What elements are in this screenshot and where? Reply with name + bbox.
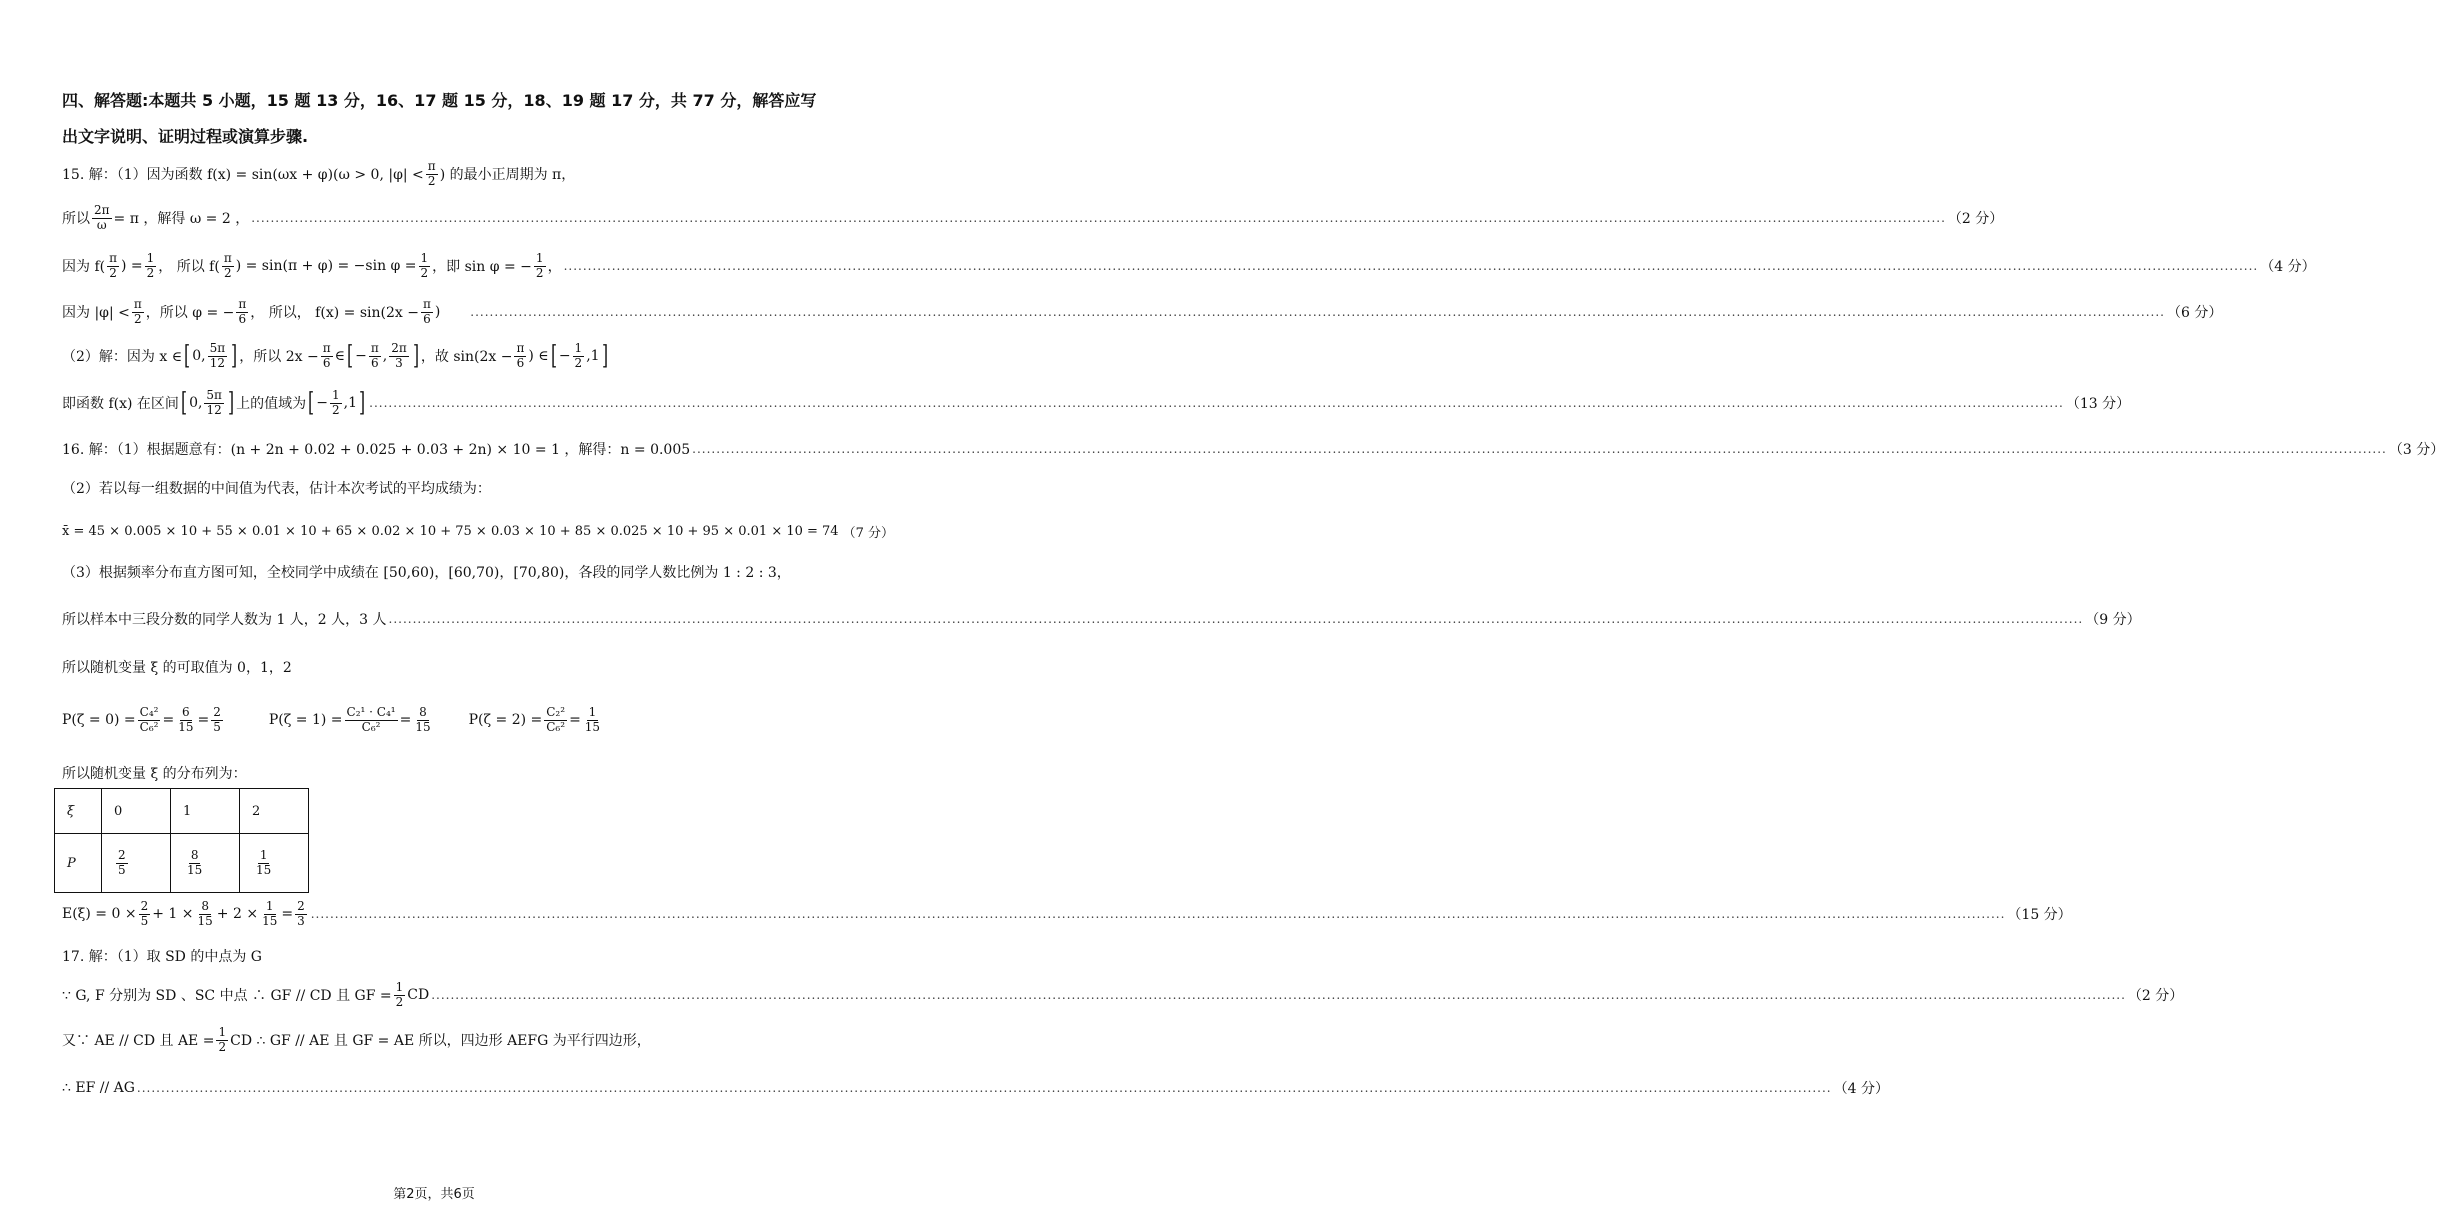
q17-l3-a: 又∵ AE // CD 且 AE = xyxy=(62,1033,215,1049)
page-footer: 第2页，共6页 xyxy=(393,1187,475,1202)
q15-l4-a: 因为 |φ| < xyxy=(62,305,130,321)
bracket: ] xyxy=(412,341,419,371)
q15-l5-c: ，所以 2x − xyxy=(239,349,319,365)
q15-l5-b: 0, xyxy=(192,348,206,364)
q15-l1-text-b: ) 的最小正周期为 π， xyxy=(439,167,576,183)
q17-l3-b: CD ∴ GF // AE 且 GF = AE 所以，四边形 AEFG 为平行四边形， xyxy=(230,1033,651,1049)
q15-line3 xyxy=(62,248,2316,284)
table-row xyxy=(55,789,309,834)
q15-l6-c: 上的值域为 xyxy=(236,396,307,412)
q15-l6-d: − xyxy=(316,395,328,411)
p2-label: P(ζ = 2) = xyxy=(468,712,543,728)
q16-l4-text: （3）根据频率分布直方图可知，全校同学中成绩在 [50,60)，[60,70)，[70,80)，各段的同学人数比例为 1 : 2 : 3， xyxy=(62,565,791,581)
table-cell xyxy=(240,834,309,893)
table-cell xyxy=(102,789,171,834)
q16-expectation xyxy=(62,896,2072,932)
dot-leader xyxy=(369,396,2064,410)
q17-l2-b: CD xyxy=(407,987,430,1003)
q16-l5-text: 所以样本中三段分数的同学人数为 1 人，2 人，3 人 xyxy=(62,612,387,628)
q15-l2-text-a: 所以 xyxy=(62,211,90,227)
bracket: [ xyxy=(184,341,191,371)
q16-probabilities xyxy=(62,698,806,742)
table-cell xyxy=(102,834,171,893)
q15-l5-d: ∈ xyxy=(334,348,345,364)
q16-mean-formula: x̄ = 45 × 0.005 × 10 + 55 × 0.01 × 10 + 65 × 0.02 × 10 + 75 × 0.03 × 10 + 85 × 0.025 × 10 + 95 × 0.01 × 10 = 74 xyxy=(62,523,839,539)
score-label: （6 分） xyxy=(2166,305,2223,321)
p1-frac2: $\frac{8}{15}$ xyxy=(415,704,431,734)
dot-leader xyxy=(311,907,2006,921)
table-cell xyxy=(171,834,240,893)
q15-l5-frac3: $\frac{\pi}{6}$ xyxy=(370,340,379,370)
e-c: + 2 × xyxy=(216,906,259,922)
p0-label: P(ζ = 0) = xyxy=(62,712,136,728)
q15-l4-b: ，所以 φ = − xyxy=(145,305,235,321)
section-heading-line1 xyxy=(62,88,817,111)
q15-l3-f: ， xyxy=(547,259,562,275)
q15-l6-frac1: $\frac{5\pi}{12}$ xyxy=(206,387,222,417)
table-cell xyxy=(55,834,102,893)
q15-l6-a: 即函数 f(x) 在区间 xyxy=(62,396,179,412)
equals: = xyxy=(197,712,210,728)
q16-l1-text: 16. 解：（1）根据题意有：(n + 2n + 0.02 + 0.025 + 0.03 + 2n) × 10 = 1 ，解得：n = 0.005 xyxy=(62,442,691,458)
value: 0 xyxy=(114,803,123,819)
q15-l5-g: ，故 sin(2x − xyxy=(420,349,513,365)
score-label: （15 分） xyxy=(2007,907,2072,923)
q15-l4-frac3: $\frac{\pi}{6}$ xyxy=(422,296,431,326)
q15-line5 xyxy=(62,336,806,376)
e-a: E(ξ) = 0 × xyxy=(62,906,137,922)
bracket: [ xyxy=(180,388,188,418)
q17-line2 xyxy=(62,978,2184,1012)
q15-l5-frac2: $\frac{\pi}{6}$ xyxy=(322,340,331,370)
table-cell xyxy=(55,789,102,834)
q17-line1 xyxy=(62,945,806,967)
q15-l3-b: ) = xyxy=(120,258,143,274)
p-header: P xyxy=(67,855,76,871)
q15-l5-f: , xyxy=(382,348,388,364)
q15-l3-frac5: $\frac{1}{2}$ xyxy=(535,250,544,280)
q15-line6 xyxy=(62,383,2131,423)
p2-frac1: $\frac{\text{C₂²}}{\text{C₆²}}$ xyxy=(546,704,566,734)
q16-l2-text: （2）若以每一组数据的中间值为代表，估计本次考试的平均成绩为： xyxy=(62,481,491,497)
q15-line1 xyxy=(62,158,806,190)
q15-l5-i: − xyxy=(558,348,571,364)
q15-l3-frac3: $\frac{\pi}{2}$ xyxy=(223,250,232,280)
q15-l3-e: ，即 sin φ = − xyxy=(432,259,532,275)
q15-l5-e: − xyxy=(355,348,367,364)
dot-leader xyxy=(564,259,2259,273)
q15-l3-frac1: $\frac{\pi}{2}$ xyxy=(109,250,117,280)
score-label: （4 分） xyxy=(2260,259,2316,275)
dot-leader xyxy=(137,1081,1832,1095)
distribution-table xyxy=(54,788,309,893)
q16-line6 xyxy=(62,656,806,678)
q15-l4-frac1: $\frac{\pi}{2}$ xyxy=(133,296,142,326)
q15-l6-e: ,1 xyxy=(343,395,357,411)
section-heading-text2: 出文字说明、证明过程或演算步骤. xyxy=(62,127,309,146)
q17-line4 xyxy=(62,1077,1889,1099)
e-b: + 1 × xyxy=(152,906,194,922)
q15-l6-b: 0, xyxy=(189,395,203,411)
q15-l5-frac1: $\frac{5\pi}{12}$ xyxy=(209,340,226,370)
q16-line5 xyxy=(62,608,2141,630)
prob-frac: $\frac{8}{15}$ xyxy=(187,847,203,877)
e-frac3: $\frac{1}{15}$ xyxy=(262,898,278,928)
q15-l1-fraction: $\frac{\pi}{2}$ xyxy=(427,158,436,188)
q15-l4-c: ， 所以， f(x) = sin(2x − xyxy=(250,305,419,321)
bracket: ] xyxy=(601,341,608,371)
dot-leader xyxy=(431,988,2126,1002)
bracket: ] xyxy=(359,388,366,418)
score-label: （3 分） xyxy=(2388,442,2444,458)
score-label: （4 分） xyxy=(1833,1081,1889,1097)
table-cell xyxy=(240,789,309,834)
xi-header: ξ xyxy=(67,803,75,819)
q15-l3-d: ) = sin(π + φ) = −sin φ = xyxy=(235,258,417,274)
q16-line4 xyxy=(62,560,806,584)
value: 1 xyxy=(183,803,192,819)
e-frac1: $\frac{2}{5}$ xyxy=(140,898,149,928)
q17-line3 xyxy=(62,1022,806,1058)
q15-l1-text-a: 15. 解：（1）因为函数 f(x) = sin(ωx + φ)(ω > 0, |φ| < xyxy=(62,167,424,183)
e-frac4: $\frac{2}{3}$ xyxy=(297,898,305,928)
q15-l5-frac4: $\frac{2\pi}{3}$ xyxy=(391,340,407,370)
q15-l2-fraction: $\frac{2\pi}{\omega}$ xyxy=(94,202,110,232)
equals: = xyxy=(162,712,175,728)
p1-label: P(ζ = 1) = xyxy=(268,712,343,728)
bracket: [ xyxy=(308,388,315,418)
value: 2 xyxy=(252,803,261,819)
e-d: = xyxy=(281,906,294,922)
q15-l5-frac6: $\frac{1}{2}$ xyxy=(574,340,583,370)
q16-line3 xyxy=(62,520,894,542)
section-heading-text1: 四、解答题:本题共 5 小题，15 题 13 分，16、17 题 15 分，18、19 题 17 分，共 77 分，解答应写 xyxy=(62,91,817,110)
q15-line4 xyxy=(62,294,2223,330)
table-cell xyxy=(171,789,240,834)
dot-leader xyxy=(692,442,2387,456)
bracket: [ xyxy=(550,341,557,371)
score-label: （2 分） xyxy=(2127,988,2184,1004)
q15-l6-frac2: $\frac{1}{2}$ xyxy=(332,387,340,417)
p0-frac3: $\frac{2}{5}$ xyxy=(213,704,221,734)
p2-frac2: $\frac{1}{15}$ xyxy=(584,704,601,734)
table-row xyxy=(55,834,309,893)
q15-l5-h: ) ∈ xyxy=(528,348,549,364)
q16-line1 xyxy=(62,438,2444,460)
score-label: （9 分） xyxy=(2085,612,2141,628)
q17-l4-text: ∴ EF // AG xyxy=(62,1080,135,1096)
q16-line8 xyxy=(62,762,806,784)
p0-frac1: $\frac{\text{C₄²}}{\text{C₆²}}$ xyxy=(139,704,159,734)
q17-l3-frac: $\frac{1}{2}$ xyxy=(218,1024,227,1054)
dot-leader xyxy=(389,612,2084,626)
dot-leader xyxy=(470,305,2165,319)
q17-l2-a: ∵ G, F 分别为 SD 、SC 中点 ∴ GF // CD 且 GF = xyxy=(62,988,392,1004)
q16-line2 xyxy=(62,477,806,499)
score-label: （13 分） xyxy=(2065,396,2131,412)
q16-l6-text: 所以随机变量 ξ 的可取值为 0，1，2 xyxy=(62,660,292,676)
q17-l2-frac: $\frac{1}{2}$ xyxy=(395,979,404,1009)
q15-l5-j: ,1 xyxy=(586,348,600,364)
prob-frac: $\frac{1}{15}$ xyxy=(256,847,272,877)
q15-l2-text-b: = π ，解得 ω = 2 ， xyxy=(113,211,250,227)
score-label: （7 分） xyxy=(842,525,894,541)
p0-frac2: $\frac{6}{15}$ xyxy=(178,704,194,734)
score-label: （2 分） xyxy=(1947,211,2004,227)
q16-l8-text: 所以随机变量 ξ 的分布列为： xyxy=(62,766,247,782)
bracket: [ xyxy=(347,341,354,371)
q15-l3-frac4: $\frac{1}{2}$ xyxy=(420,250,429,280)
q15-l4-d: ) xyxy=(434,304,441,320)
q15-l3-c: ， 所以 f( xyxy=(158,259,220,275)
bracket: ] xyxy=(227,388,235,418)
q15-l3-a: 因为 f( xyxy=(62,259,106,275)
e-frac2: $\frac{8}{15}$ xyxy=(197,898,213,928)
equals: = xyxy=(399,712,412,728)
q15-line2 xyxy=(62,200,2004,236)
dot-leader xyxy=(251,211,1946,225)
prob-frac: $\frac{2}{5}$ xyxy=(118,847,126,877)
equals: = xyxy=(569,712,581,728)
bracket: ] xyxy=(231,341,238,371)
q15-l5-frac5: $\frac{\pi}{6}$ xyxy=(516,340,525,370)
section-heading-line2 xyxy=(62,124,806,147)
q15-l5-a: （2）解：因为 x ∈ xyxy=(62,349,183,365)
q15-l3-frac2: $\frac{1}{2}$ xyxy=(146,250,155,280)
q15-l4-frac2: $\frac{\pi}{6}$ xyxy=(238,296,247,326)
p1-frac1: $\frac{\text{C₂¹ · C₄¹}}{\text{C₆²}}$ xyxy=(346,704,396,734)
q17-l1-text: 17. 解：（1）取 SD 的中点为 G xyxy=(62,949,262,965)
